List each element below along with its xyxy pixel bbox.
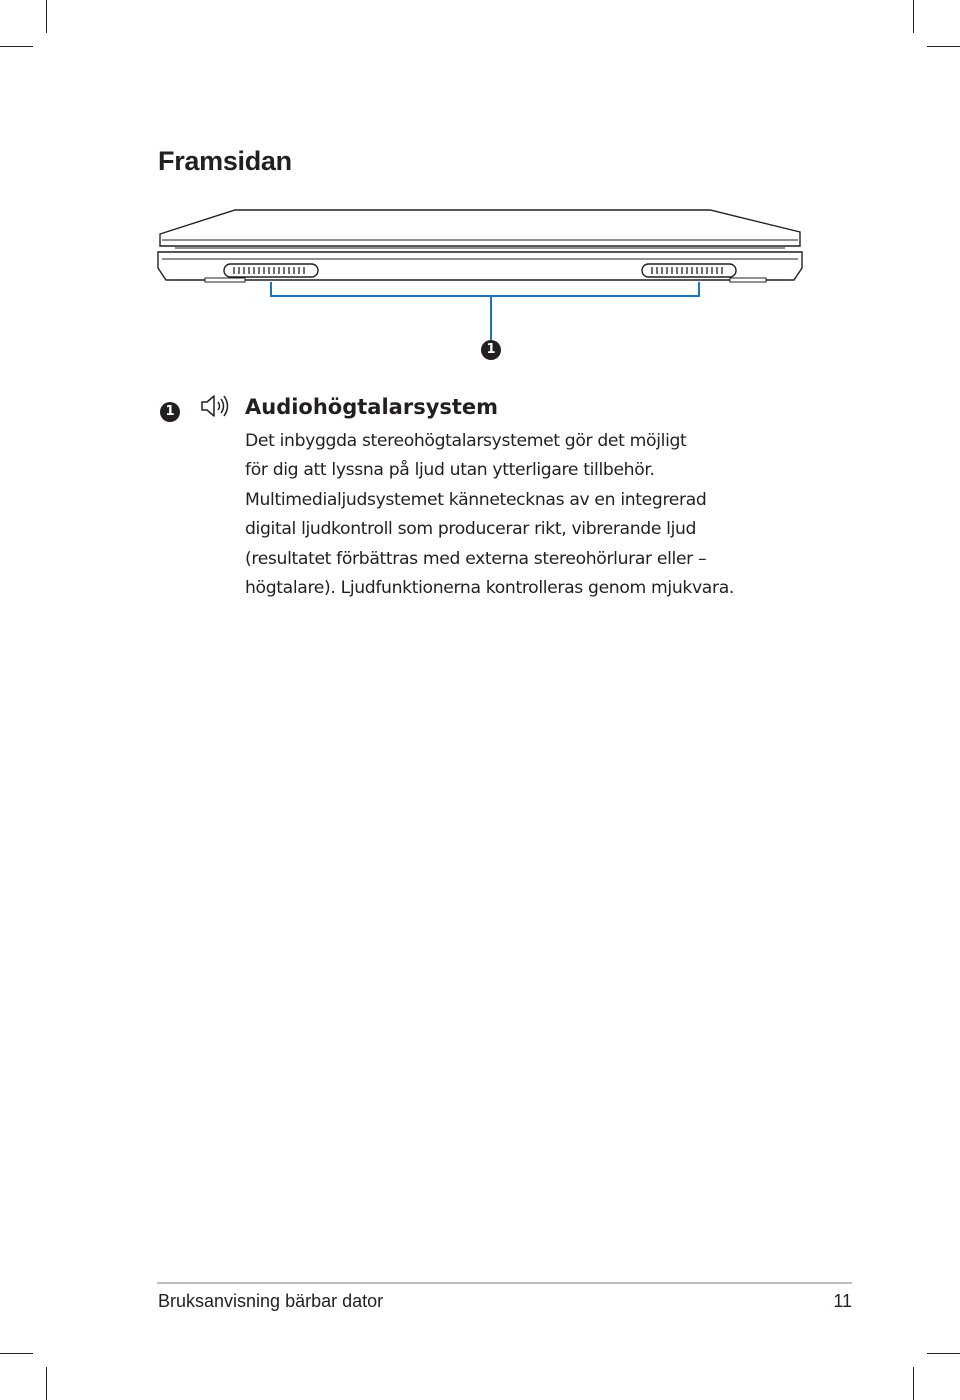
crop-mark (0, 46, 33, 47)
figure-callout-marker: 1 (481, 340, 501, 360)
body-line: högtalare). Ljudfunktionerna kontrolleras genom mjukvara. (245, 578, 735, 599)
body-line: Det inbyggda stereohögtalarsystemet gör det möjligt (245, 431, 687, 451)
right-speaker-grille (642, 264, 736, 277)
body-line: för dig att lyssna på ljud utan ytterligare tillbehör. (245, 460, 655, 481)
item-description (245, 427, 835, 603)
crop-mark (927, 1353, 960, 1354)
left-speaker-grille (224, 264, 318, 277)
footer-divider (157, 1282, 852, 1284)
crop-mark (913, 1367, 914, 1400)
leader-line (271, 282, 699, 340)
item-number-marker: 1 (160, 402, 180, 422)
laptop-front-illustration (150, 200, 810, 370)
crop-mark (0, 1353, 33, 1354)
crop-mark (46, 0, 47, 33)
body-line: (resultatet förbättras med externa stereohörlurar eller – (245, 548, 707, 569)
speaker-icon (200, 393, 232, 419)
body-line: Multimedialjudsystemet kännetecknas av en integrerad (245, 489, 707, 510)
crop-mark (913, 0, 914, 33)
crop-mark (927, 46, 960, 47)
crop-mark (46, 1367, 47, 1400)
page-title: Framsidan (158, 146, 292, 176)
item-title: Audiohögtalarsystem (245, 395, 499, 419)
page-number: 11 (833, 1291, 852, 1311)
footer-title: Bruksanvisning bärbar dator (158, 1291, 384, 1311)
body-line: digital ljudkontroll som producerar rikt, vibrerande ljud (245, 519, 697, 540)
